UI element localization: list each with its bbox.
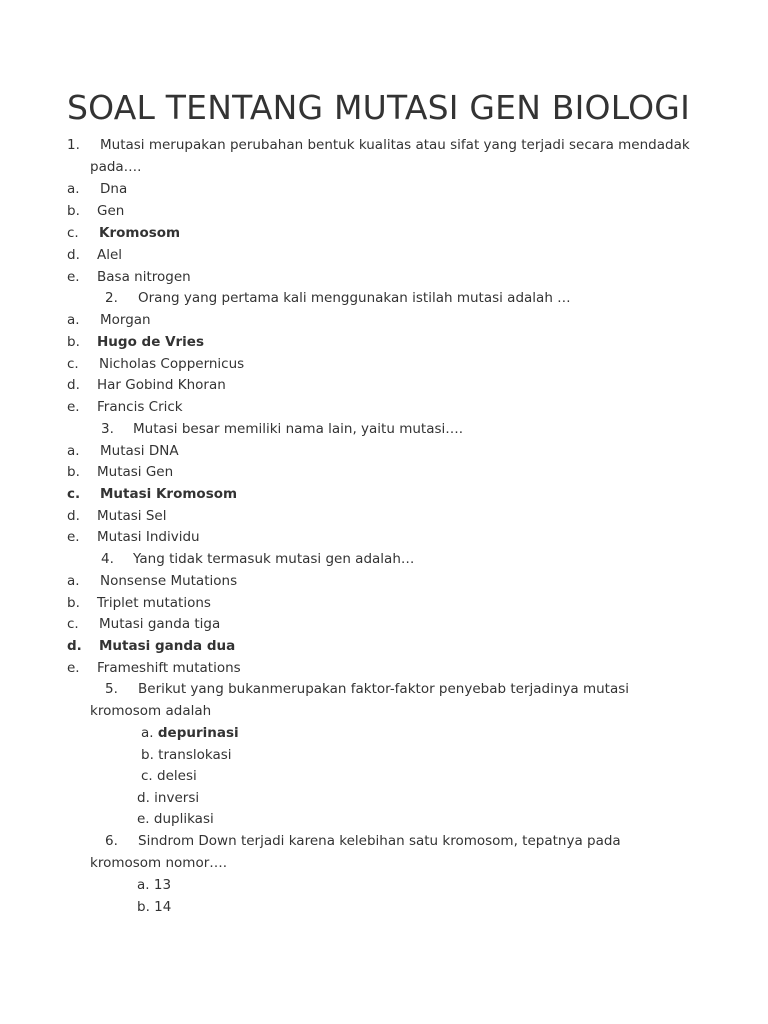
question-text: Yang tidak termasuk mutasi gen adalah… (133, 551, 415, 567)
q4-option-b: b. Triplet mutations (67, 595, 211, 611)
q3-option-e: e. Mutasi Individu (67, 529, 200, 545)
q2-option-c: c. Nicholas Coppernicus (67, 356, 245, 372)
question-number: 4. (101, 551, 114, 567)
question-text: Mutasi besar memiliki nama lain, yaitu mutasi…. (133, 421, 464, 437)
question-text: Mutasi merupakan perubahan bentuk kualitas atau sifat yang terjadi secara mendadak (100, 137, 690, 153)
question-1 (67, 136, 690, 154)
q4-option-e: e. Frameshift mutations (67, 660, 241, 676)
question-number: 6. (105, 833, 118, 849)
question-1-continuation: pada…. (90, 159, 142, 175)
q1-option-e: e. Basa nitrogen (67, 269, 191, 285)
question-number: 5. (105, 681, 118, 697)
q6-option-b: b. 14 (137, 899, 172, 915)
q1-option-d: d. Alel (67, 247, 123, 263)
q2-option-e: e. Francis Crick (67, 399, 183, 415)
question-text: Orang yang pertama kali menggunakan istilah mutasi adalah … (138, 290, 571, 306)
q2-option-b: b. Hugo de Vries (67, 334, 204, 350)
question-4 (101, 550, 414, 568)
q5-option-d: d. inversi (137, 790, 200, 806)
q1-option-c: c. Kromosom (67, 225, 181, 241)
question-2 (105, 289, 571, 307)
question-number: 3. (101, 421, 114, 437)
question-6-continuation: kromosom nomor…. (90, 855, 228, 871)
q4-option-a: a. Nonsense Mutations (67, 573, 238, 589)
question-5-continuation: kromosom adalah (90, 703, 212, 719)
q6-option-a: a. 13 (137, 877, 172, 893)
question-text: Sindrom Down terjadi karena kelebihan satu kromosom, tepatnya pada (138, 833, 621, 849)
q3-option-b: b. Mutasi Gen (67, 464, 174, 480)
question-6 (105, 832, 621, 850)
question-number: 2. (105, 290, 118, 306)
q5-option-e: e. duplikasi (137, 811, 214, 827)
q5-option-c: c. delesi (141, 768, 197, 784)
q2-option-a: a. Morgan (67, 312, 151, 328)
question-number: 1. (67, 137, 80, 153)
q4-option-d: d. Mutasi ganda dua (67, 638, 236, 654)
q3-option-d: d. Mutasi Sel (67, 508, 167, 524)
question-text: Berikut yang bukanmerupakan faktor-faktor penyebab terjadinya mutasi (138, 681, 630, 697)
page-title: SOAL TENTANG MUTASI GEN BIOLOGI (67, 88, 691, 127)
q2-option-d: d. Har Gobind Khoran (67, 377, 226, 393)
q5-option-a: a. depurinasi (141, 725, 239, 741)
question-5 (105, 680, 629, 698)
q1-option-b: b. Gen (67, 203, 125, 219)
q3-option-c: c. Mutasi Kromosom (67, 486, 238, 502)
q4-option-c: c. Mutasi ganda tiga (67, 616, 221, 632)
q3-option-a: a. Mutasi DNA (67, 443, 179, 459)
q5-option-b: b. translokasi (141, 747, 232, 763)
question-3 (101, 420, 463, 438)
q1-option-a: a. Dna (67, 181, 128, 197)
